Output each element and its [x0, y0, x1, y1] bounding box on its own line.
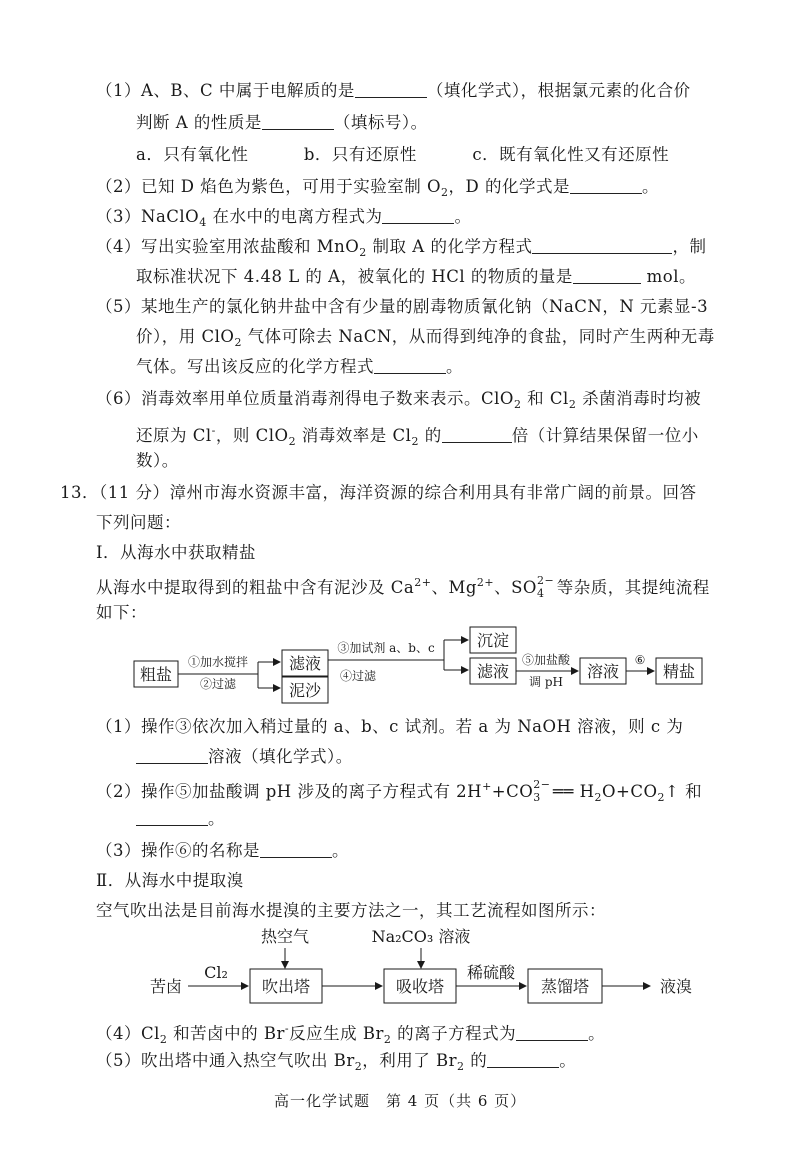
label-crude-salt: 粗盐 [139, 665, 173, 684]
label-step3: ③加试剂 a、b、c [337, 641, 435, 655]
option-a: a．只有氧化性 [136, 145, 249, 164]
q12-part4-line1: （4）写出实验室用浓盐酸和 MnO$_2$ 制取 A 的化学方程式 ，制 [96, 237, 707, 259]
option-b: b．只有还原性 [303, 145, 417, 164]
label-filtrate: 滤液 [288, 654, 322, 673]
label-cl2: Cl₂ [204, 963, 228, 982]
label-solution: 溶液 [586, 662, 620, 681]
q12-part1-options [136, 144, 669, 166]
label-step2: ②过滤 [199, 677, 237, 691]
q12-part4-line2: 取标准状况下 4.48 L 的 A，被氧化的 HCl 的物质的量是 mol。 [136, 267, 696, 286]
q13-sub2-line1: （2）操作⑤加盐酸调 pH 涉及的离子方程式有 2H++CO 2− 3 ══ $H_2O+CO_2↑$ 和 [96, 778, 703, 804]
q13-sub5: （5）吹出塔中通入热空气吹出 $Br_2$，利用了 $Br_2$ 的 。 [96, 1051, 577, 1073]
q13-header2: 下列问题： [96, 513, 181, 532]
q12-part1-line2: 判断 A 的性质是 （填标号）。 [136, 113, 428, 132]
q12-part5-line1: （5）某地生产的氯化钠井盐中含有少量的剧毒物质氰化钠（NaCN，N 元素显-3 [96, 297, 709, 316]
label-liquid-bromine: 液溴 [659, 977, 693, 996]
label-filtrate2: 滤液 [476, 662, 510, 681]
label-precipitate: 沉淀 [476, 631, 510, 650]
label-na2co3: Na₂CO₃ 溶液 [371, 927, 471, 946]
label-absorb-tower: 吸收塔 [395, 977, 445, 996]
label-fine-salt: 精盐 [662, 662, 696, 681]
label-sand: 泥沙 [288, 681, 322, 700]
q12-part3: （3）NaClO$_4$ 在水中的电离方程式为 。 [96, 207, 472, 229]
label-step4: ④过滤 [339, 669, 377, 683]
q13-part1-title: Ⅰ．从海水中获取精盐 [96, 543, 257, 562]
q12-part1-line1: （1）A、B、C 中属于电解质的是 （填化学式），根据氯元素的化合价 [96, 81, 691, 100]
q12-part5-line2: 价），用 ClO$_2$ 气体可除去 NaCN，从而得到纯净的食盐，同时产生两种无毒 [136, 327, 715, 349]
label-step5: ⑤加盐酸 [521, 653, 571, 667]
q12-part2: （2）已知 D 焰色为紫色，可用于实验室制 $O_2$，D 的化学式是 。 [96, 177, 659, 199]
q13-sub4: $(4)Cl_2$ 和苦卤中的 Br-反应生成 $Br_2$ 的离子方程式为 。 [96, 1022, 606, 1046]
page-footer: 高一化学试题 第 4 页（共 6 页） [274, 1092, 527, 1110]
q13-sub1-line2: 溶液（填化学式）。 [136, 746, 353, 768]
label-acid: 稀硫酸 [466, 963, 516, 982]
salt-purification-flowchart [0, 620, 800, 710]
label-step5b: 调 pH [529, 675, 563, 689]
q13-intro1: 从海水中提取得到的粗盐中含有泥沙及 $Ca^{2+}$、$Mg^{2+}$、SO 2− 4 等杂质，其提纯流程 [96, 574, 710, 600]
q12-part6-line1: （6）消毒效率用单位质量消毒剂得电子数来表示。ClO$_2$ 和 $Cl_2$ 杀菌消毒时均被 [96, 389, 702, 411]
q12-part6-line3: 数）。 [136, 451, 179, 470]
q13-part2-title: Ⅱ．从海水中提取溴 [96, 871, 244, 890]
q12-part5-line3: 气体。写出该反应的化学方程式 。 [136, 357, 463, 376]
q13-sub1-line1: （1）操作③依次加入稍过量的 a、b、c 试剂。若 a 为 NaOH 溶液，则 c 为 [96, 717, 684, 736]
label-distill-tower: 蒸馏塔 [540, 977, 590, 996]
label-blow-tower: 吹出塔 [261, 977, 311, 996]
label-hot-air: 热空气 [260, 927, 310, 946]
q13-sub2-line2: 。 [136, 808, 225, 830]
q13-sub3: （3）操作⑥的名称是 。 [96, 841, 349, 860]
q13-intro3: 如下： [96, 603, 147, 622]
label-step1: ①加水搅拌 [187, 655, 249, 669]
bromine-extraction-flowchart [0, 924, 800, 1012]
label-step6: ⑥ [634, 653, 646, 667]
q13-header: 13．（11 分）漳州市海水资源丰富，海洋资源的综合利用具有非常广阔的前景。回答 [60, 483, 697, 502]
label-brine: 苦卤 [149, 977, 183, 996]
option-c: c．既有氧化性又有还原性 [472, 145, 670, 164]
q13-intro4: 空气吹出法是目前海水提溴的主要方法之一，其工艺流程如图所示： [96, 901, 606, 920]
q12-part6-line2: 还原为 Cl-，则 ClO$_2$ 消毒效率是 $Cl_2$ 的 倍（计算结果保留一位小 [136, 424, 699, 448]
